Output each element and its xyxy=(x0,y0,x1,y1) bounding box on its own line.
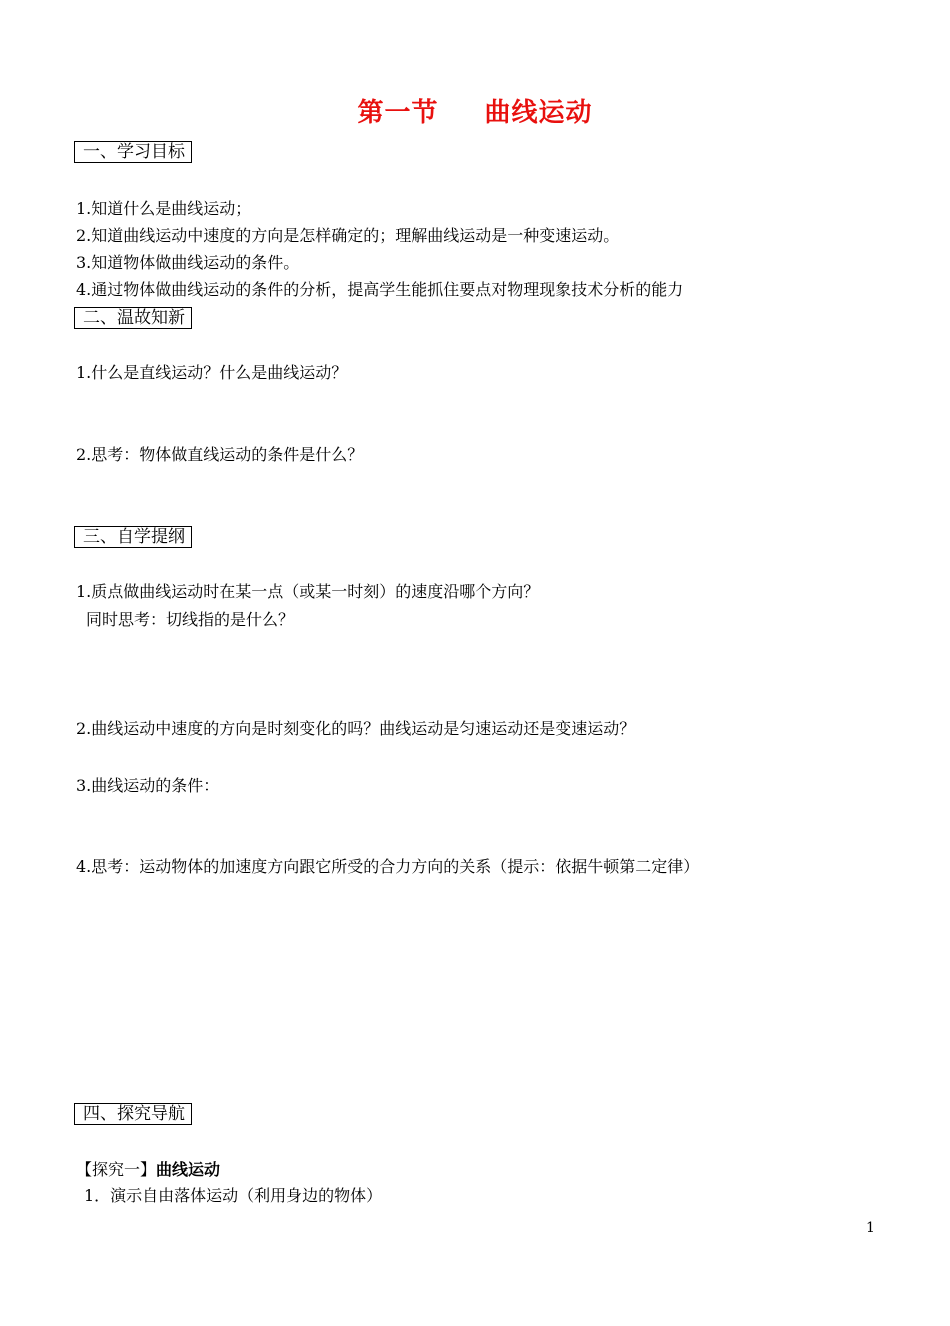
section-heading-explore: 四、探究导航 xyxy=(74,1103,192,1125)
outline-item-1: 1.质点做曲线运动时在某一点（或某一时刻）的速度沿哪个方向？ xyxy=(76,582,540,601)
title-topic: 曲线运动 xyxy=(484,98,593,128)
goal-item-3: 3.知道物体做曲线运动的条件。 xyxy=(76,253,300,272)
explore-item-1: 1．演示自由落体运动（利用身边的物体） xyxy=(84,1186,383,1205)
explore-heading xyxy=(76,1160,220,1180)
outline-item-4: 4.思考：运动物体的加速度方向跟它所受的合力方向的关系（提示：依据牛顿第二定律） xyxy=(76,857,700,876)
outline-item-2: 2.曲线运动中速度的方向是时刻变化的吗？曲线运动是匀速运动还是变速运动？ xyxy=(76,719,636,738)
goal-item-4: 4.通过物体做曲线运动的条件的分析，提高学生能抓住要点对物理现象技术分析的能力 xyxy=(76,280,684,299)
section-heading-review: 二、温故知新 xyxy=(74,307,192,329)
outline-item-1-followup: 同时思考：切线指的是什么？ xyxy=(86,610,295,629)
goal-item-2: 2.知道曲线运动中速度的方向是怎样确定的；理解曲线运动是一种变速运动。 xyxy=(76,226,620,245)
explore-heading-bracket: 【探究一】 xyxy=(76,1160,157,1179)
page-title xyxy=(0,92,950,129)
title-section-number: 第一节 xyxy=(357,98,439,128)
section-heading-goals: 一、学习目标 xyxy=(74,141,192,163)
outline-item-3: 3.曲线运动的条件： xyxy=(76,776,220,795)
section-heading-outline: 三、自学提纲 xyxy=(74,526,192,548)
review-item-1: 1.什么是直线运动？什么是曲线运动？ xyxy=(76,363,348,382)
explore-heading-title: 曲线运动 xyxy=(156,1160,221,1179)
page-number: 1 xyxy=(866,1220,875,1236)
goal-item-1: 1.知道什么是曲线运动； xyxy=(76,199,252,218)
review-item-2: 2.思考：物体做直线运动的条件是什么？ xyxy=(76,445,364,464)
